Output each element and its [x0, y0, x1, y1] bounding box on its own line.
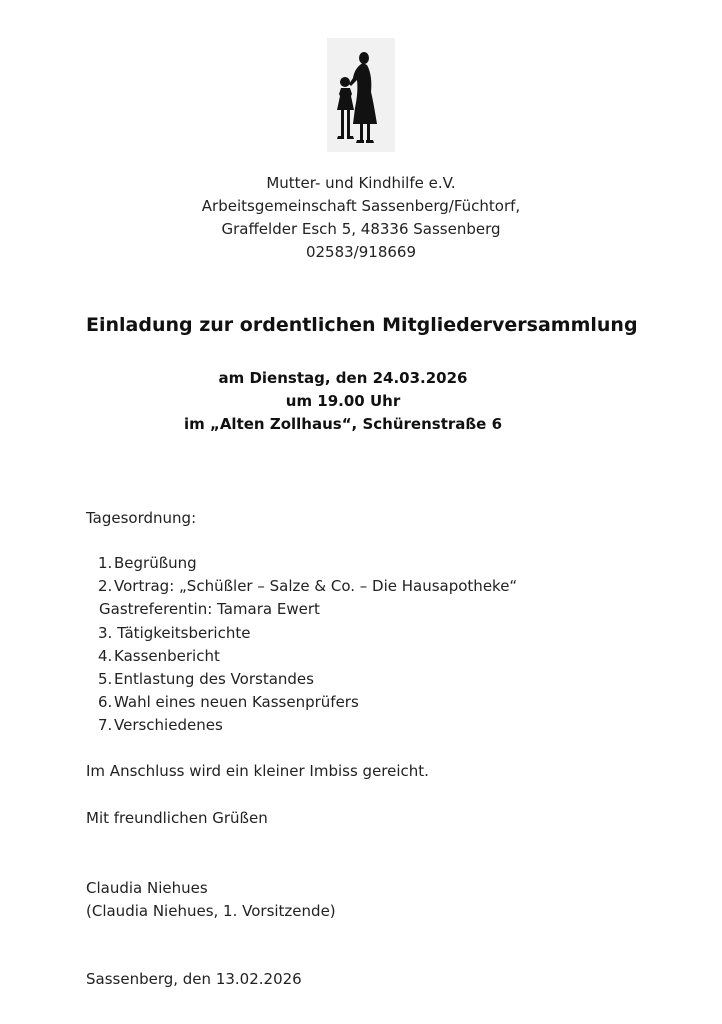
place-date: Sassenberg, den 13.02.2026: [86, 970, 302, 988]
logo: [327, 38, 395, 152]
organization-name: Mutter- und Kindhilfe e.V.: [266, 174, 456, 192]
organization-address: Graffelder Esch 5, 48336 Sassenberg: [221, 220, 501, 238]
meeting-time: um 19.00 Uhr: [285, 392, 401, 410]
list-item: 6. Wahl eines neuen Kassenprüfers: [98, 693, 359, 712]
meeting-date: am Dienstag, den 24.03.2026: [218, 369, 468, 387]
list-item: 1. Begrüßung: [98, 554, 197, 572]
list-item-subline: Gastreferentin: Tamara Ewert: [99, 600, 320, 619]
list-item: 7. Verschiedenes: [98, 716, 223, 735]
list-item: 4. Kassenbericht: [98, 646, 220, 665]
agenda-heading: Tagesordnung:: [86, 509, 197, 527]
organization-header: [0, 172, 722, 264]
list-item: 2. Vortrag: „Schüßler – Salze & Co. – Die Hausapotheke“: [98, 577, 518, 596]
list-item: 3. Tätigkeitsberichte: [98, 623, 251, 642]
meeting-place: im „Alten Zollhaus“, Schürenstraße 6: [183, 415, 503, 433]
mother-child-silhouette-icon: [327, 38, 395, 152]
list-item: 5. Entlastung des Vorstandes: [98, 670, 314, 689]
signature-name: Claudia Niehues: [86, 879, 208, 897]
organization-phone: 02583/918669: [305, 243, 417, 261]
snack-note: Im Anschluss wird ein kleiner Imbiss gereicht.: [86, 762, 429, 780]
greeting: Mit freundlichen Grüßen: [86, 809, 268, 827]
meeting-details: [0, 367, 686, 436]
organization-group: Arbeitsgemeinschaft Sassenberg/Füchtorf,: [201, 197, 521, 215]
agenda-list: [98, 552, 517, 738]
signature-role: (Claudia Niehues, 1. Vorsitzende): [86, 902, 336, 920]
document-title: Einladung zur ordentlichen Mitgliederversammlung: [86, 314, 638, 336]
